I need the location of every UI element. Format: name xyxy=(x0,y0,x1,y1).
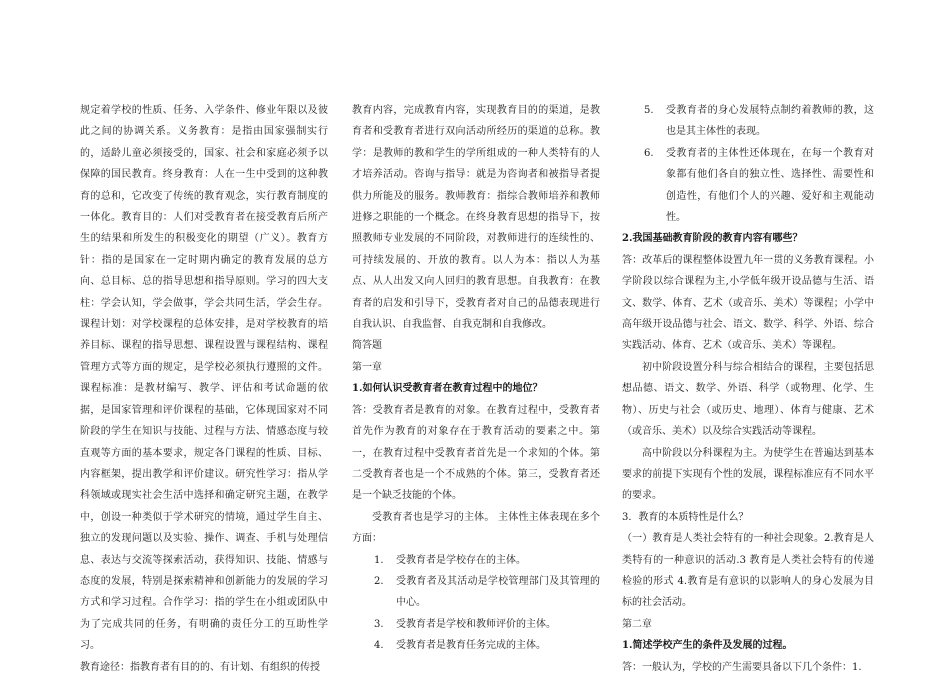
list-item: 5. 受教育者的身心发展特点制约着教师的教，这也是其主体性的表现。 xyxy=(644,105,874,138)
list-item: 4. 受教育者是教育任务完成的主体。 xyxy=(374,640,546,652)
question-3: 3．教育的本质特性是什么？ xyxy=(622,511,749,523)
question-4: 1.简述学校产生的条件及发展的过程。 xyxy=(622,640,793,652)
definitions-paragraph: 规定着学校的性质、任务、入学条件、修业年限以及彼此之间的协调关系。义务教育：是指由国家强制实行的，适龄儿童必须接受的，国家、社会和家庭必须予以保障的国民教育。终身教育：人在一生中受到的这种教育的总和，它改变了传统的教育观念，实行教育制度的一体化。教育目的：人们对受教育者在接受教育后所产生的结果和所发生的积极变化的期望（广义）。教育方针：指的是国家在一定时期内确定的教育发展的总方向、总目标、总的指导思想和指导原则。学习的四大支柱：学会认知，学会做事，学会共同生活，学会生存。课程计划：对学校课程的总体安排，是对学校教育的培养目标、课程的指导思想、课程设置与课程结构、课程管理方式等方面的规定，是学校必须执行遵照的文件。课程标准：是教材编写、教学、评估和考试命题的依据，是国家管理和评价课程的基础，它体现国家对不同阶段的学生在知识与技能、过程与方法、情感态度与较直观等方面的基本要求，规定各门课程的性质、目标、内容框架，提出教学和评价建议。研究性学习：指从学科领域或现实社会生活中选择和确定研究主题，在教学中，创设一种类似于学术研究的情境，通过学生自主、独立的发现问题以及实验、操作、调查、手机与处理信息、表达与交流等探索活动，获得知识、技能、情感与态度的发展，特别是探索精神和创新能力的发展的学习方式和学习过程。合作学习：指的学生在小组或团队中为了完成共同的任务，有明确的责任分工的互助性学习。 xyxy=(80,105,328,652)
answer-4: 答：一般认为，学校的产生需要具备以下几个条件：1. xyxy=(622,661,862,673)
list-item: 1. 受教育者是学校存在的主体。 xyxy=(374,554,526,566)
section-heading: 简答题 xyxy=(352,340,382,352)
education-path-paragraph: 教育途径：指教育者有目的的、有计划、有组织的传授 xyxy=(80,661,320,673)
subject-list xyxy=(352,550,600,657)
subject-list-continued xyxy=(622,100,874,228)
answer-1: 答：受教育者是教育的对象。在教育过程中，受教育者首先作为教育的对象存在于教育活动的要素之中。第一，在教育过程中受教育者首先是一个求知的个体。第二受教育者也是一个不成熟的个体。第三，受教育者还是一个缺乏技能的个体。 xyxy=(352,404,600,502)
question-1: 1.如何认识受教育者在教育过程中的地位？ xyxy=(352,383,543,395)
chapter-2-heading: 第二章 xyxy=(622,618,652,630)
definitions-continued: 教育内容，完成教育内容，实现教育目的的渠道，是教育者和受教育者进行双向活动所经历的渠道的总称。教学：是教师的教和学生的学所组成的一种人类特有的人才培养活动。咨询与指导：就是为咨询者和被指导者提供力所能及的服务。教师教育：指综合教师培养和教师进修之职能的一个概念。在终身教育思想的指导下，按照教师专业发展的不同阶段，对教师进行的连续性的、可持续发展的、开放的教育。以人为本：指以人为基点、从人出发又向人回归的教育思想。自我教育：在教育者的启发和引导下，受教育者对自己的品德表现进行自我认识、自我监督、自我克制和自我修改。 xyxy=(352,105,600,331)
answer-2-high-school: 高中阶段以分科课程为主。为使学生在普遍达到基本要求的前提下实现有个性的发展，课程标准应有不同水平的要求。 xyxy=(622,447,874,502)
chapter-heading: 第一章 xyxy=(352,361,382,373)
list-item: 6. 受教育者的主体性还体现在，在每一个教育对象都有他们各自的独立性、选择性、需要性和创造性，有他们个人的兴趣、爱好和主观能动性。 xyxy=(644,147,874,224)
answer-1-continued: 受教育者也是学习的主体。 主体性主体表现在多个方面： xyxy=(352,511,600,545)
column-right xyxy=(622,100,874,678)
list-item: 3. 受教育者是学校和教师评价的主体。 xyxy=(374,618,556,630)
answer-2-middle-school: 初中阶段设置分科与综合相结合的课程，主要包括思想品德、语文、数学、外语、科学（或物理、化学、生物）、历史与社会（或历史、地理）、体育与健康、艺术（或音乐、美术）以及综合实践活动等课程。 xyxy=(622,361,874,438)
column-middle xyxy=(352,100,600,657)
answer-2: 答：改革后的课程整体设置九年一贯的义务教育课程。小学阶段以综合课程为主,小学低年级开设品德与生活、语文、数学、体育、艺术（或音乐、美术）等课程；小学中高年级开设品德与社会、语文、数学、科学、外语、综合实践活动、体育、艺术（或音乐、美术）等课程。 xyxy=(622,254,874,352)
list-item: 2. 受教育者及其活动是学校管理部门及其管理的中心。 xyxy=(374,575,600,609)
column-left xyxy=(80,100,328,678)
question-2: 2.我国基础教育阶段的教育内容有哪些？ xyxy=(622,233,803,245)
answer-3: （一）教育是人类社会特有的一种社会现象。2.教育是人类特有的一种意识的活动.3 教育是人类社会特有的传递检验的形式 4.教育是有意识的以影响人的身心发展为目标的社会活动。 xyxy=(622,533,874,609)
